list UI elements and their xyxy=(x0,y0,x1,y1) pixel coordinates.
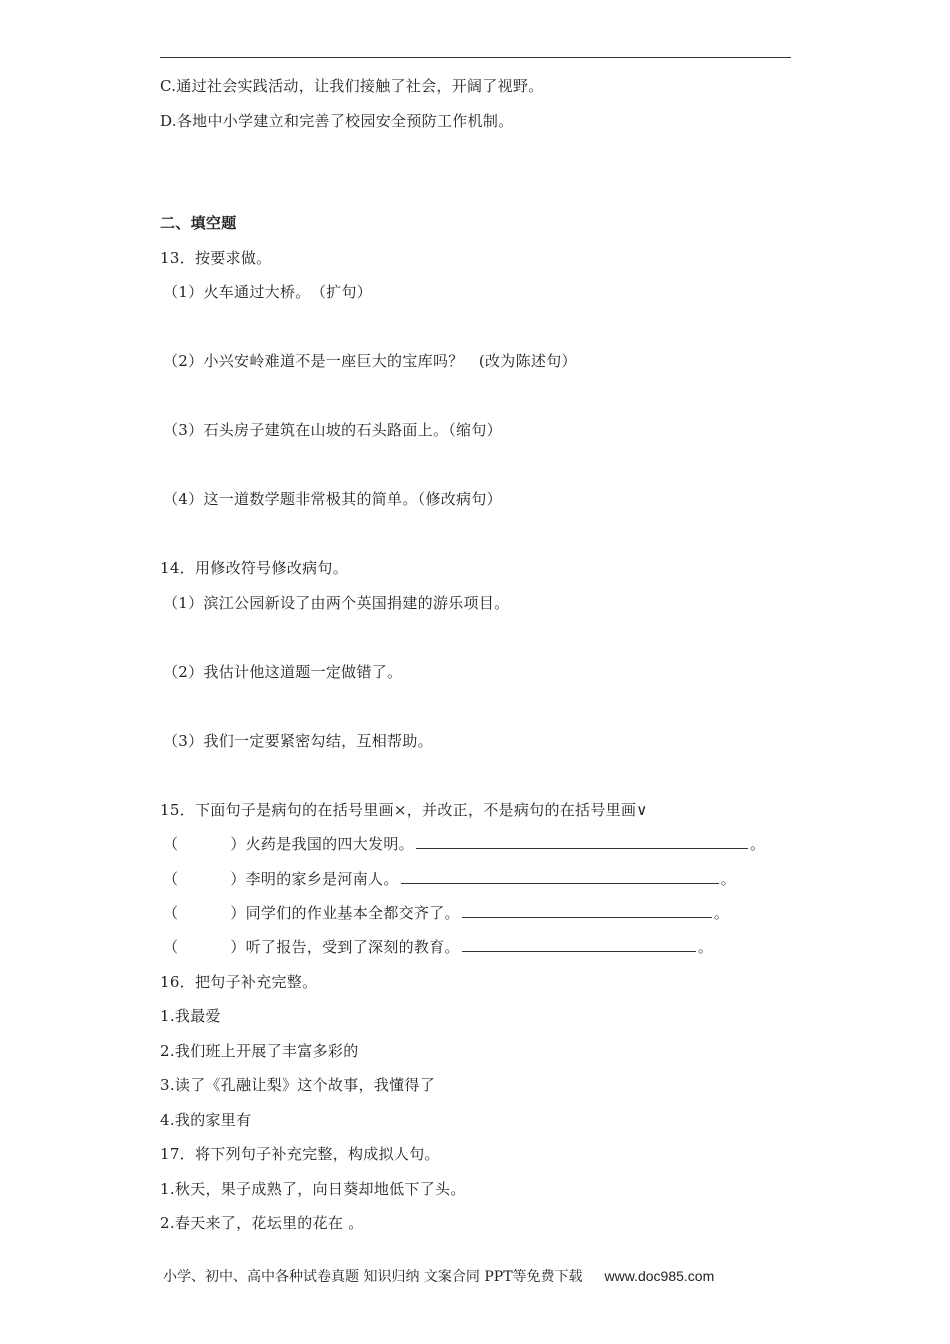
open-paren: （ xyxy=(163,938,179,956)
q15-row-2 xyxy=(163,869,736,889)
period: 。 xyxy=(697,938,714,956)
close-paren: ） xyxy=(230,835,246,853)
footer-site-link[interactable]: www.doc985.com xyxy=(604,1268,715,1284)
q14-title: 14．用修改符号修改病句。 xyxy=(160,559,348,577)
q16-item-3: 3.读了《孔融让梨》这个故事，我懂得了 xyxy=(160,1076,436,1094)
q16-item-2: 2.我们班上开展了丰富多彩的 xyxy=(160,1042,359,1060)
q14-item-2: （2）我估计他这道题一定做错了。 xyxy=(163,663,403,681)
close-paren: ） xyxy=(230,938,246,956)
q16-item-1: 1.我最爱 xyxy=(160,1007,221,1025)
q15-sentence-4: 听了报告，受到了深刻的教育。 xyxy=(245,938,460,956)
period: 。 xyxy=(720,870,736,888)
q15-sentence-2: 李明的家乡是河南人。 xyxy=(245,870,399,888)
answer-blank[interactable] xyxy=(416,834,748,849)
option-c: C.通过社会实践活动，让我们接触了社会，开阔了视野。 xyxy=(160,77,544,95)
q16-item-4: 4.我的家里有 xyxy=(160,1111,252,1129)
q13-item-1: （1）火车通过大桥。 （扩句） xyxy=(163,283,373,301)
q14-item-1: （1）滨江公园新设了由两个英国捐建的游乐项目。 xyxy=(163,594,510,612)
footer-text: 小学、初中、高中各种试卷真题 知识归纳 文案合同 PPT等免费下载 xyxy=(163,1269,583,1285)
period: 。 xyxy=(713,904,730,922)
q13-item-3: （3）石头房子建筑在山坡的石头路面上。（缩句） xyxy=(163,421,502,439)
option-d: D.各地中小学建立和完善了校园安全预防工作机制。 xyxy=(160,112,514,130)
open-paren: （ xyxy=(163,904,179,922)
q17-item-2: 2.春天来了，花坛里的花在 。 xyxy=(160,1214,364,1232)
close-paren: ） xyxy=(230,870,246,888)
period: 。 xyxy=(749,835,766,853)
q16-title: 16．把句子补充完整。 xyxy=(160,973,318,991)
answer-blank[interactable] xyxy=(401,869,719,884)
answer-blank[interactable] xyxy=(462,937,696,952)
close-paren: ） xyxy=(230,904,246,922)
section-title: 二、填空题 xyxy=(160,214,237,232)
footer xyxy=(163,1266,714,1287)
open-paren: （ xyxy=(163,835,179,853)
q15-row-4 xyxy=(163,937,713,957)
q13-title: 13．按要求做。 xyxy=(160,249,272,267)
q15-sentence-3: 同学们的作业基本全都交齐了。 xyxy=(245,904,460,922)
q17-item-1: 1.秋天，果子成熟了，向日葵却地低下了头。 xyxy=(160,1180,466,1198)
open-paren: （ xyxy=(163,870,179,888)
answer-blank[interactable] xyxy=(462,903,712,918)
q15-row-1 xyxy=(163,834,765,854)
q15-row-3 xyxy=(163,903,729,923)
q14-item-3: （3）我们一定要紧密勾结，互相帮助。 xyxy=(163,732,433,750)
q13-item-4: （4）这一道数学题非常极其的简单。（修改病句） xyxy=(163,490,502,508)
header-rule xyxy=(160,57,791,58)
q17-title: 17．将下列句子补充完整，构成拟人句。 xyxy=(160,1145,440,1163)
q13-item-2: （2）小兴安岭难道不是一座巨大的宝库吗？ (改为陈述句） xyxy=(163,352,577,370)
q15-sentence-1: 火药是我国的四大发明。 xyxy=(245,835,414,853)
q15-title: 15．下面句子是病句的在括号里画×，并改正，不是病句的在括号里画∨ xyxy=(160,801,648,819)
